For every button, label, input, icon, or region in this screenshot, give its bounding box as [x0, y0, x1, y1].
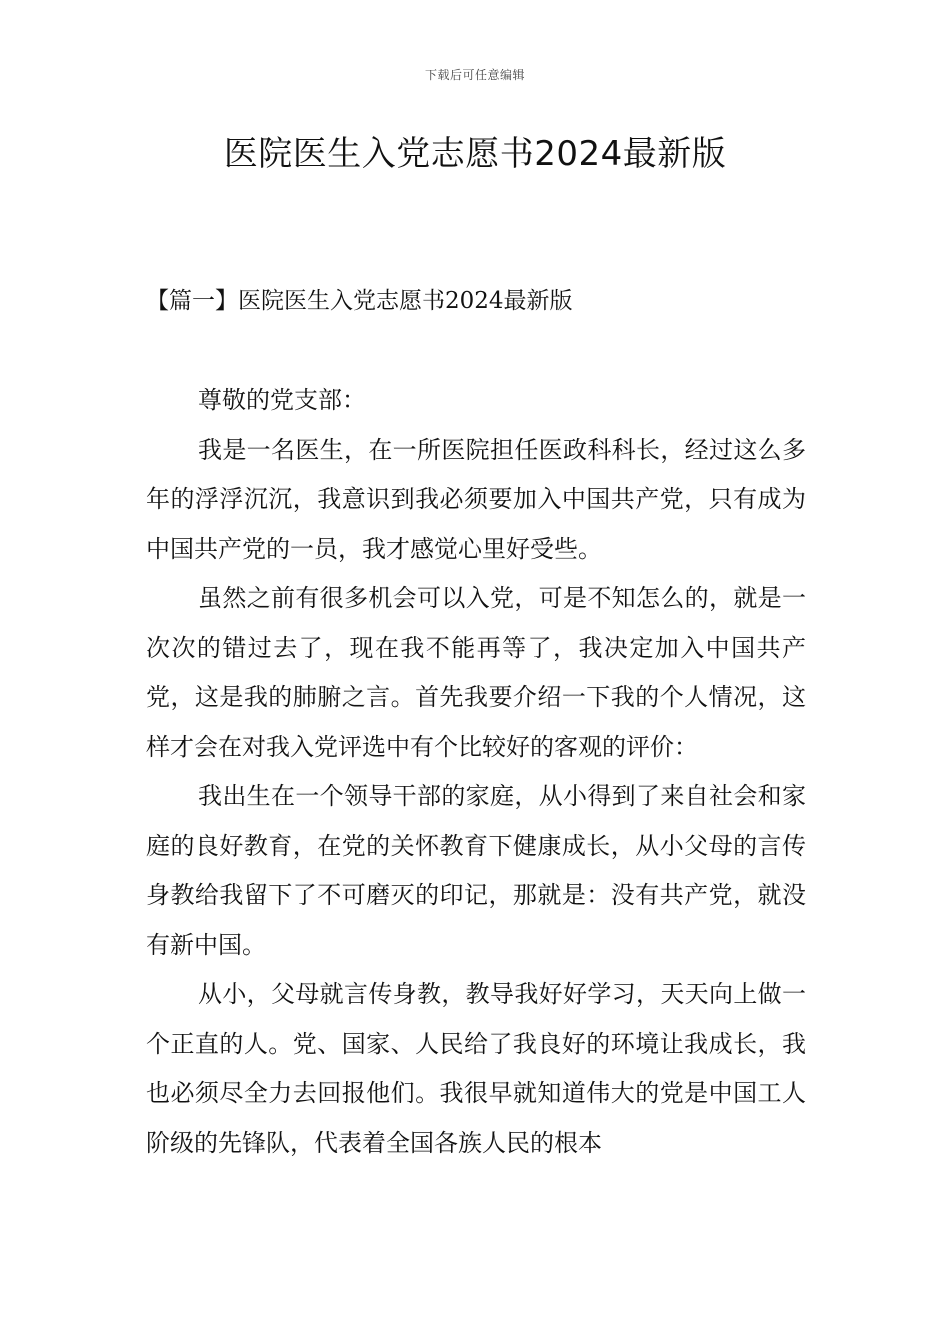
header-note: 下载后可任意编辑	[424, 68, 525, 82]
paragraph-4: 从小，父母就言传身教，教导我好好学习，天天向上做一个正直的人。党、国家、人民给了我良好的环境让我成长，我也必须尽全力去回报他们。我很早就知道伟大的党是中国工人阶级的先锋队，代表着全国各族人民的根本	[146, 980, 806, 1157]
paragraph-1: 我是一名医生，在一所医院担任医政科科长，经过这么多年的浮浮沉沉，我意识到我必须要加入中国共产党，只有成为中国共产党的一员，我才感觉心里好受些。	[146, 435, 806, 563]
document-title: 医院医生入党志愿书2024最新版	[223, 134, 727, 174]
paragraph-2: 虽然之前有很多机会可以入党，可是不知怎么的，就是一次次的错过去了，现在我不能再等了，我决定加入中国共产党，这是我的肺腑之言。首先我要介绍一下我的个人情况，这样才会在对我入党评选中有个比较好的客观的评价：	[146, 584, 806, 761]
salutation: 尊敬的党支部：	[198, 386, 366, 414]
paragraph-3: 我出生在一个领导干部的家庭，从小得到了来自社会和家庭的良好教育，在党的关怀教育下健康成长，从小父母的言传身教给我留下了不可磨灭的印记，那就是：没有共产党，就没有新中国。	[146, 782, 806, 959]
document-body	[146, 376, 806, 1168]
section-heading: 【篇一】医院医生入党志愿书2024最新版	[146, 288, 573, 314]
